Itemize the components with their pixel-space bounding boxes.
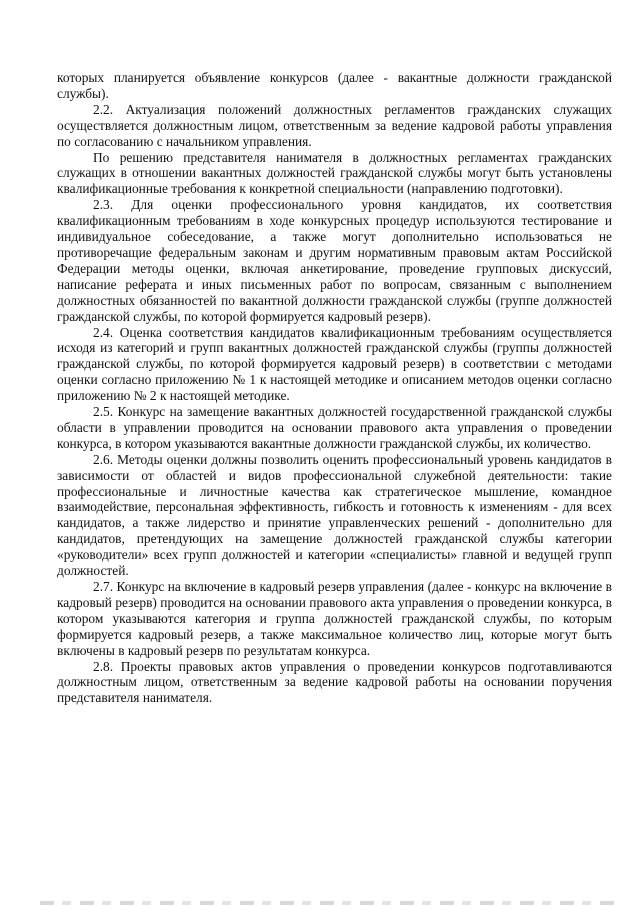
paragraph-2-4: 2.4. Оценка соответствия кандидатов квалификационным требованиям осуществляется исходя из категорий и групп вакантных должностей гражданской службы (группы должностей гражданской службы, по которой формируется кадровый резерв) в соответствии с методами оценки согласно приложению № 1 к настоящей методике и описанием методов оценки согласно приложению № 2 к настоящей методике. bbox=[57, 324, 612, 404]
paragraph-2-2-addendum: По решению представителя нанимателя в должностных регламентах гражданских служащих в отношении вакантных должностей гражданской службы могут быть установлены квалификационные требования к конкретной специальности (направлению подготовки). bbox=[57, 149, 612, 197]
paragraph-2-3: 2.3. Для оценки профессионального уровня кандидатов, их соответствия квалификационным требованиям в ходе конкурсных процедур используются тестирование и индивидуальное собеседование, а также могут дополнительно использоваться не противоречащие федеральным законам и другим нормативным правовым актам Российской Федерации методы оценки, включая анкетирование, проведение групповых дискуссий, написание реферата и иных письменных работ по вопросам, связанным с выполнением должностных обязанностей по вакантной должности гражданской службы (группе должностей гражданской службы, по которой формируется кадровый резерв). bbox=[57, 197, 612, 324]
paragraph-2-8: 2.8. Проекты правовых актов управления о проведении конкурсов подготавливаются должностным лицом, ответственным за ведение кадровой работы на основании поручения представителя нанимателя. bbox=[57, 658, 612, 706]
paragraph-2-6: 2.6. Методы оценки должны позволить оценить профессиональный уровень кандидатов в зависимости от областей и видов профессиональной служебной деятельности: такие профессиональные и личностные качества как стратегическое мышление, командное взаимодействие, персональная эффективность, гибкость и готовность к изменениям - для всех кандидатов, а также лидерство и принятие управленческих решений - дополнительно для кандидатов, претендующих на замещение должностей гражданской службы категории «руководители» всех групп должностей и категории «специалисты» главной и ведущей групп должностей. bbox=[57, 451, 612, 579]
paragraph-2-2: 2.2. Актуализация положений должностных регламентов гражданских служащих осуществляется должностным лицом, ответственным за ведение кадровой работы управления по согласованию с начальником управления. bbox=[57, 101, 612, 149]
paragraph-2-7: 2.7. Конкурс на включение в кадровый резерв управления (далее - конкурс на включение в кадровый резерв) проводится на основании правового акта управления о проведении конкурса, в котором указываются категория и группа должностей гражданской службы, по которым формируется кадровый резерв, а также максимальное количество лиц, которые могут быть включены в кадровый резерв по результатам конкурса. bbox=[57, 579, 612, 658]
paragraph-2-5: 2.5. Конкурс на замещение вакантных должностей государственной гражданской службы области в управлении проводится на основании правового акта управления о проведении конкурса, в котором указываются вакантные должности гражданской службы, их количество. bbox=[57, 404, 612, 451]
scan-edge-artifact bbox=[40, 901, 620, 905]
paragraph-continuation: которых планируется объявление конкурсов (далее - вакантные должности гражданской службы). bbox=[57, 70, 612, 101]
